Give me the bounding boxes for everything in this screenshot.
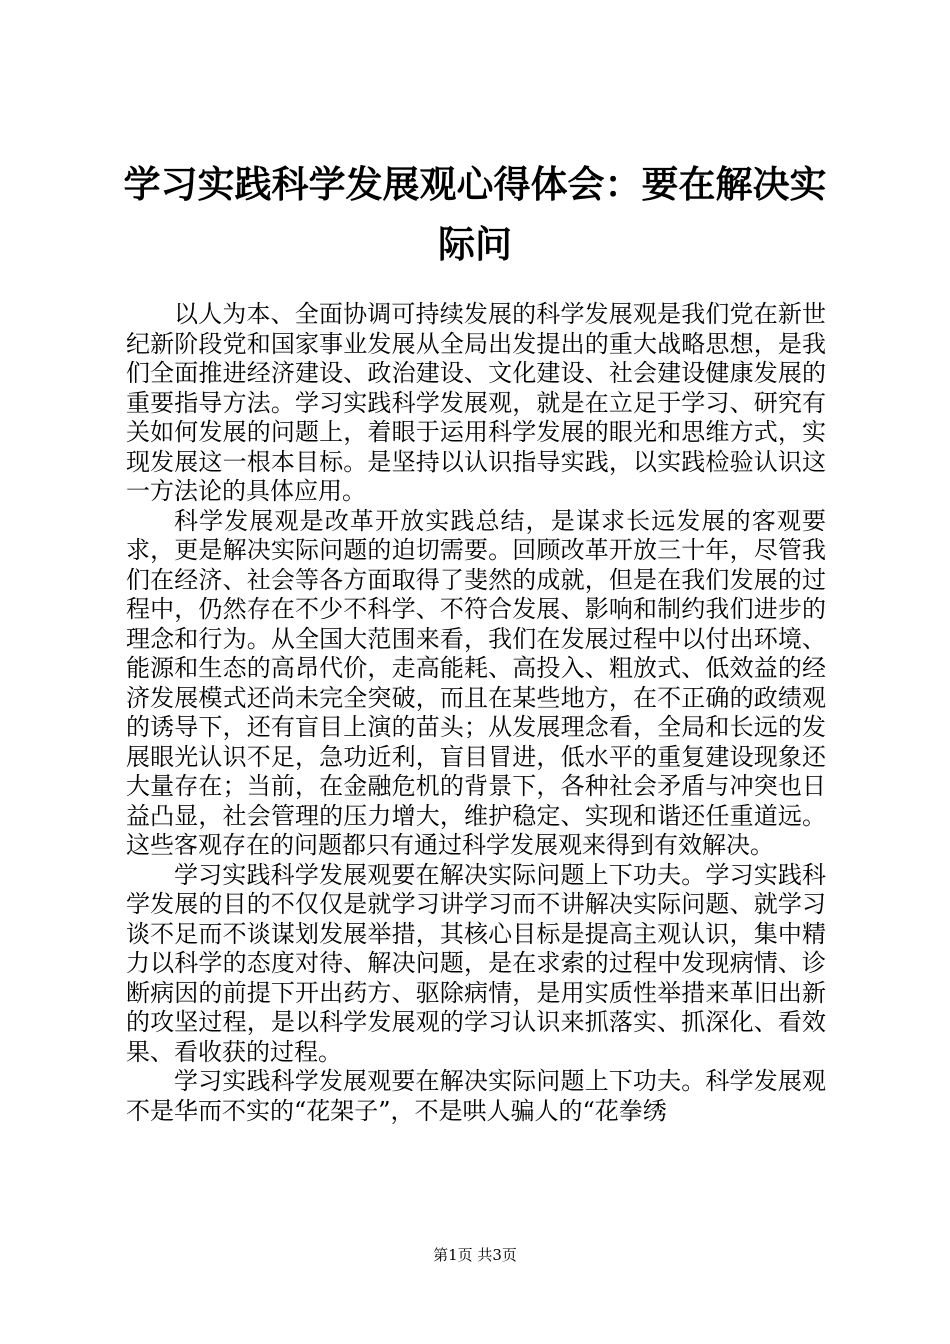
paragraph-1: 以人为本、全面协调可持续发展的科学发展观是我们党在新世纪新阶段党和国家事业发展从全局出发提出的重大战略思想，是我们全面推进经济建设、政治建设、文化建设、社会建设健康发展的重要指导方法。学习实践科学发展观，就是在立足于学习、研究有关如何发展的问题上，着眼于运用科学发展的眼光和思维方式，实现发展这一根本目标。是坚持以认识指导实践，以实践检验认识这一方法论的具体应用。 xyxy=(126,300,826,505)
paragraph-3: 学习实践科学发展观要在解决实际问题上下功夫。学习实践科学发展的目的不仅仅是就学习讲学习而不讲解决实际问题、就学习谈不足而不谈谋划发展举措，其核心目标是提高主观认识，集中精力以科学的态度对待、解决问题，是在求索的过程中发现病情、诊断病因的前提下开出药方、驱除病情，是用实质性举措来革旧出新的攻坚过程，是以科学发展观的学习认识来抓落实、抓深化、看效果、看收获的过程。 xyxy=(126,860,826,1066)
paragraph-4: 学习实践科学发展观要在解决实际问题上下功夫。科学发展观不是华而不实的“花架子”，不是哄人骗人的“花拳绣 xyxy=(126,1067,826,1125)
document-title: 学习实践科学发展观心得体会：要在解决实际问 xyxy=(123,162,827,266)
document-body xyxy=(126,300,826,1126)
paragraph-2: 科学发展观是改革开放实践总结，是谋求长远发展的客观要求，更是解决实际问题的迫切需要。回顾改革开放三十年，尽管我们在经济、社会等各方面取得了斐然的成就，但是在我们发展的过程中，仍然存在不少不科学、不符合发展、影响和制约我们进步的理念和行为。从全国大范围来看，我们在发展过程中以付出环境、能源和生态的高昂代价，走高能耗、高投入、粗放式、低效益的经济发展模式还尚未完全突破，而且在某些地方，在不正确的政绩观的诱导下，还有盲目上演的苗头；从发展理念看，全局和长远的发展眼光认识不足，急功近利，盲目冒进，低水平的重复建设现象还大量存在；当前，在金融危机的背景下，各种社会矛盾与冲突也日益凸显，社会管理的压力增大，维护稳定、实现和谐还任重道远。这些客观存在的问题都只有通过科学发展观来得到有效解决。 xyxy=(126,506,826,859)
page-footer: 第1页 共3页 xyxy=(433,1246,517,1264)
